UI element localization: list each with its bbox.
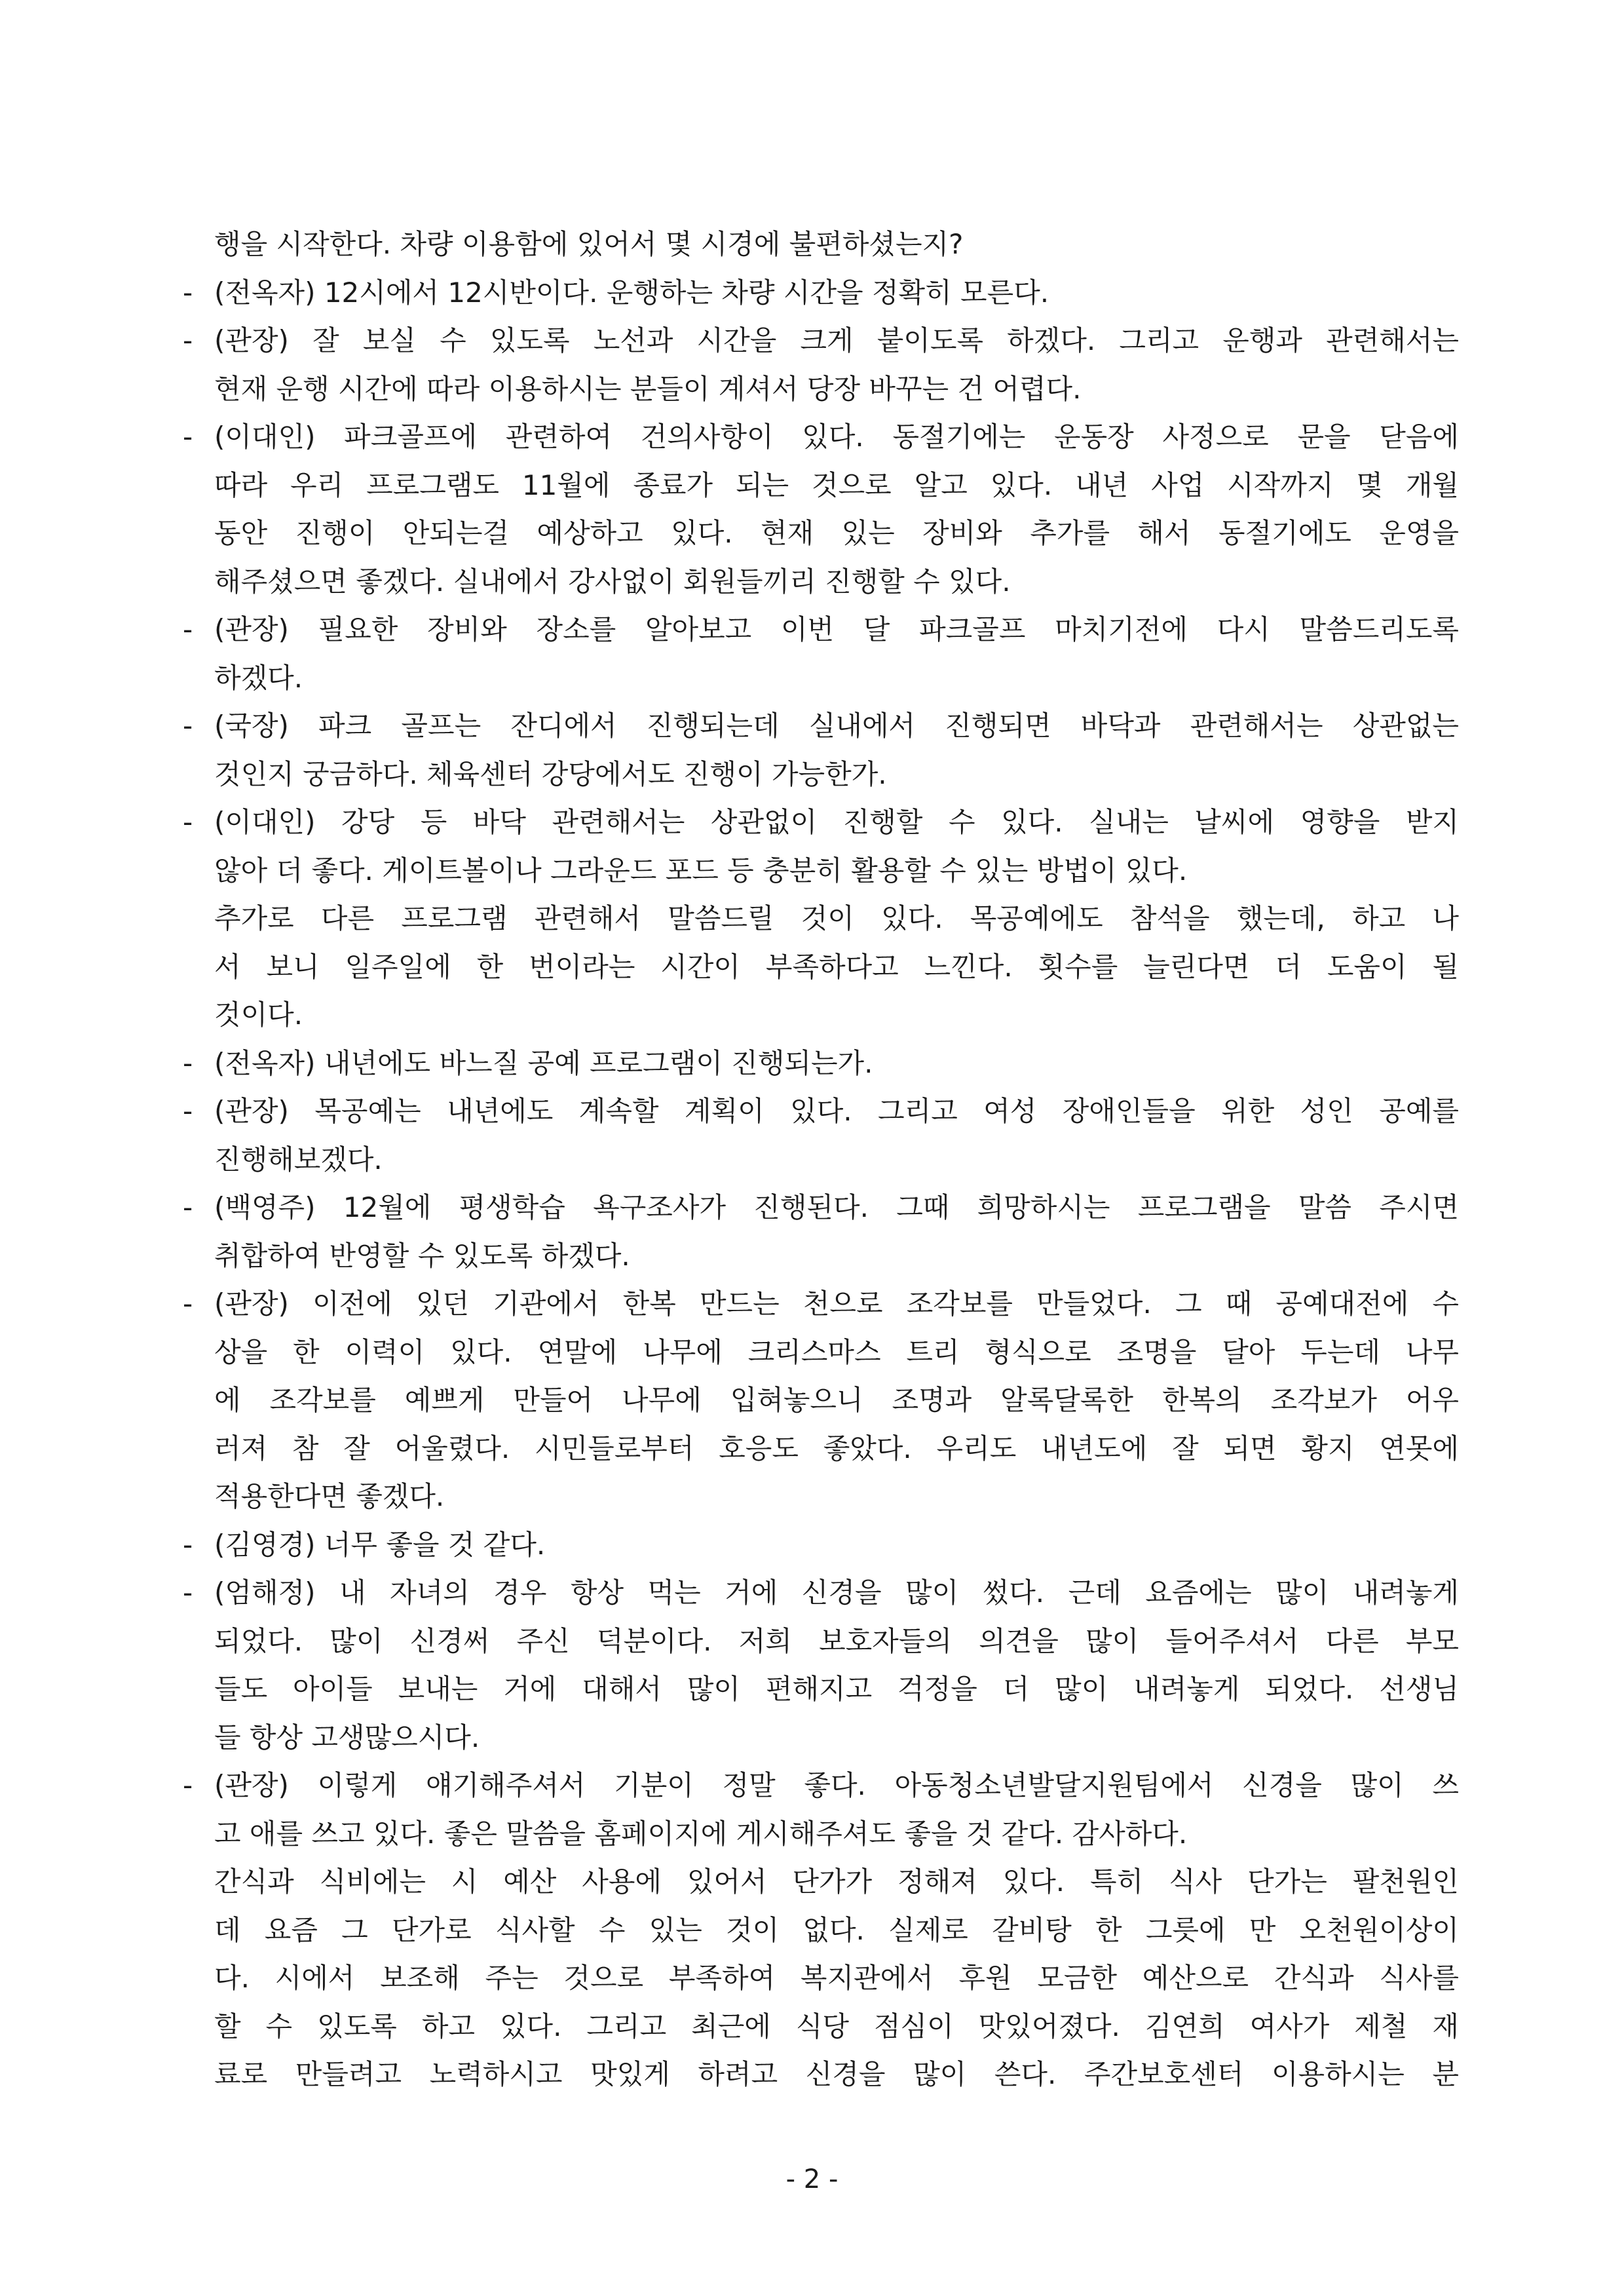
- line-text: 동안 진행이 안되는걸 예상하고 있다. 현재 있는 장비와 추가를 해서 동절기에도 운영을: [214, 517, 1459, 549]
- continuation-line: [183, 1472, 1459, 1521]
- line-text: (엄해정) 내 자녀의 경우 항상 먹는 거에 신경을 많이 썼다. 근데 요즘에는 많이 내려놓게: [214, 1577, 1459, 1609]
- line-text: 데 요즘 그 단가로 식사할 수 있는 것이 없다. 실제로 갈비탕 한 그릇에 만 오천원이상이: [214, 1913, 1459, 1946]
- continuation-line: [183, 1906, 1459, 1955]
- continuation-line: [183, 461, 1459, 510]
- bullet-dash: -: [183, 1288, 193, 1320]
- continuation-line: [183, 1858, 1459, 1906]
- continuation-line: [183, 894, 1459, 943]
- continuation-line: [183, 365, 1459, 413]
- line-text: 에 조각보를 예쁘게 만들어 나무에 입혀놓으니 조명과 알록달록한 한복의 조각보가 어우: [214, 1384, 1459, 1416]
- line-text: 진행해보겠다.: [214, 1143, 383, 1176]
- bullet-dash: -: [183, 1528, 193, 1561]
- continuation-line: [183, 1425, 1459, 1473]
- bullet-dash: -: [183, 806, 193, 838]
- speaker-entry-line: [183, 1087, 1459, 1136]
- speaker-entry-line: [183, 1569, 1459, 1617]
- continuation-line: [183, 991, 1459, 1039]
- line-text: (관장) 목공예는 내년에도 계속할 계획이 있다. 그리고 여성 장애인들을 위한 성인 공예를: [214, 1095, 1459, 1127]
- speaker-entry-line: [183, 1761, 1459, 1810]
- continuation-line: [183, 1665, 1459, 1713]
- speaker-entry-line: [183, 316, 1459, 365]
- line-text: 현재 운행 시간에 따라 이용하시는 분들이 계셔서 당장 바꾸는 건 어렵다.: [214, 372, 1082, 405]
- line-text: 다. 시에서 보조해 주는 것으로 부족하여 복지관에서 후원 모금한 예산으로 간식과 식사를: [214, 1962, 1459, 1994]
- line-text: (이대인) 파크골프에 관련하여 건의사항이 있다. 동절기에는 운동장 사정으로 문을 닫음에: [214, 421, 1459, 453]
- speaker-entry-line: [183, 798, 1459, 847]
- continuation-line: [183, 2002, 1459, 2051]
- continuation-line: [183, 1713, 1459, 1762]
- bullet-dash: -: [183, 421, 193, 453]
- line-text: 러져 참 잘 어울렸다. 시민들로부터 호응도 좋았다. 우리도 내년도에 잘 되면 황지 연못에: [214, 1432, 1459, 1464]
- continuation-line: [183, 654, 1459, 702]
- continuation-line: [183, 509, 1459, 558]
- line-text: 서 보니 일주일에 한 번이라는 시간이 부족하다고 느낀다. 횟수를 늘린다면 더 도움이 될: [214, 950, 1459, 983]
- speaker-entry-line: [183, 1280, 1459, 1328]
- bullet-dash: -: [183, 1191, 193, 1223]
- line-text: 할 수 있도록 하고 있다. 그리고 최근에 식당 점심이 맛있어졌다. 김연희 여사가 제철 재: [214, 2010, 1459, 2042]
- line-text: 따라 우리 프로그램도 11월에 종료가 되는 것으로 알고 있다. 내년 사업 시작까지 몇 개월: [214, 469, 1459, 501]
- line-text: 않아 더 좋다. 게이트볼이나 그라운드 포드 등 충분히 활용할 수 있는 방법이 있다.: [214, 854, 1188, 887]
- page-number: - 2 -: [785, 2164, 839, 2194]
- line-text: (관장) 잘 보실 수 있도록 노선과 시간을 크게 붙이도록 하겠다. 그리고 운행과 관련해서는: [214, 324, 1459, 356]
- bullet-dash: -: [183, 276, 193, 309]
- line-text: 들 항상 고생많으시다.: [214, 1721, 480, 1753]
- continuation-line: [183, 1136, 1459, 1184]
- continuation-line: [183, 1232, 1459, 1280]
- line-text: 해주셨으면 좋겠다. 실내에서 강사없이 회원들끼리 진행할 수 있다.: [214, 565, 1011, 598]
- line-text: 것인지 궁금하다. 체육센터 강당에서도 진행이 가능한가.: [214, 757, 887, 790]
- line-text: (김영경) 너무 좋을 것 같다.: [214, 1528, 546, 1561]
- continuation-line: [183, 1954, 1459, 2002]
- line-text: (전옥자) 12시에서 12시반이다. 운행하는 차량 시간을 정확히 모른다.: [214, 276, 1049, 309]
- bullet-dash: -: [183, 710, 193, 742]
- line-text: (전옥자) 내년에도 바느질 공예 프로그램이 진행되는가.: [214, 1046, 873, 1079]
- line-text: (백영주) 12월에 평생학습 욕구조사가 진행된다. 그때 희망하시는 프로그램을 말씀 주시면: [214, 1191, 1459, 1223]
- continuation-line: [183, 1617, 1459, 1666]
- line-text: 것이다.: [214, 999, 303, 1031]
- line-text: 료로 만들려고 노력하시고 맛있게 하려고 신경을 많이 쓴다. 주간보호센터 이용하시는 분: [214, 2058, 1459, 2090]
- line-text: 행을 시작한다. 차량 이용함에 있어서 몇 시경에 불편하셨는지?: [214, 228, 964, 260]
- line-text: 추가로 다른 프로그램 관련해서 말씀드릴 것이 있다. 목공예에도 참석을 했는데, 하고 나: [214, 902, 1459, 934]
- line-text: 적용한다면 좋겠다.: [214, 1480, 445, 1512]
- line-text: (이대인) 강당 등 바닥 관련해서는 상관없이 진행할 수 있다. 실내는 날씨에 영향을 받지: [214, 806, 1459, 838]
- line-text: (관장) 이전에 있던 기관에서 한복 만드는 천으로 조각보를 만들었다. 그 때 공예대전에 수: [214, 1288, 1459, 1320]
- continuation-line: [183, 220, 1459, 269]
- continuation-line: [183, 558, 1459, 606]
- line-text: 고 애를 쓰고 있다. 좋은 말씀을 홈페이지에 게시해주셔도 좋을 것 같다. 감사하다.: [214, 1817, 1188, 1850]
- speaker-entry-line: [183, 1521, 1459, 1569]
- bullet-dash: -: [183, 324, 193, 356]
- speaker-entry-line: [183, 1039, 1459, 1088]
- speaker-entry-line: [183, 1183, 1459, 1232]
- continuation-line: [183, 750, 1459, 799]
- continuation-line: [183, 847, 1459, 895]
- line-text: 되었다. 많이 신경써 주신 덕분이다. 저희 보호자들의 의견을 많이 들어주셔서 다른 부모: [214, 1624, 1459, 1657]
- minutes-body: [183, 220, 1459, 2099]
- bullet-dash: -: [183, 1769, 193, 1801]
- bullet-dash: -: [183, 1577, 193, 1609]
- continuation-line: [183, 1810, 1459, 1858]
- continuation-line: [183, 1376, 1459, 1425]
- line-text: 간식과 식비에는 시 예산 사용에 있어서 단가가 정해져 있다. 특히 식사 단가는 팔천원인: [214, 1866, 1459, 1898]
- line-text: 취합하여 반영할 수 있도록 하겠다.: [214, 1239, 630, 1272]
- continuation-line: [183, 1328, 1459, 1377]
- bullet-dash: -: [183, 613, 193, 645]
- line-text: (관장) 이렇게 얘기해주셔서 기분이 정말 좋다. 아동청소년발달지원팀에서 신경을 많이 쓰: [214, 1769, 1459, 1801]
- line-text: (국장) 파크 골프는 잔디에서 진행되는데 실내에서 진행되면 바닥과 관련해서는 상관없는: [214, 710, 1459, 742]
- line-text: 들도 아이들 보내는 거에 대해서 많이 편해지고 걱정을 더 많이 내려놓게 되었다. 선생님: [214, 1673, 1459, 1705]
- line-text: 상을 한 이력이 있다. 연말에 나무에 크리스마스 트리 형식으로 조명을 달아 두는데 나무: [214, 1335, 1459, 1368]
- line-text: (관장) 필요한 장비와 장소를 알아보고 이번 달 파크골프 마치기전에 다시 말씀드리도록: [214, 613, 1459, 645]
- line-text: 하겠다.: [214, 661, 303, 694]
- speaker-entry-line: [183, 413, 1459, 461]
- bullet-dash: -: [183, 1046, 193, 1079]
- bullet-dash: -: [183, 1095, 193, 1127]
- speaker-entry-line: [183, 702, 1459, 750]
- speaker-entry-line: [183, 605, 1459, 654]
- continuation-line: [183, 2050, 1459, 2099]
- continuation-line: [183, 943, 1459, 991]
- speaker-entry-line: [183, 269, 1459, 317]
